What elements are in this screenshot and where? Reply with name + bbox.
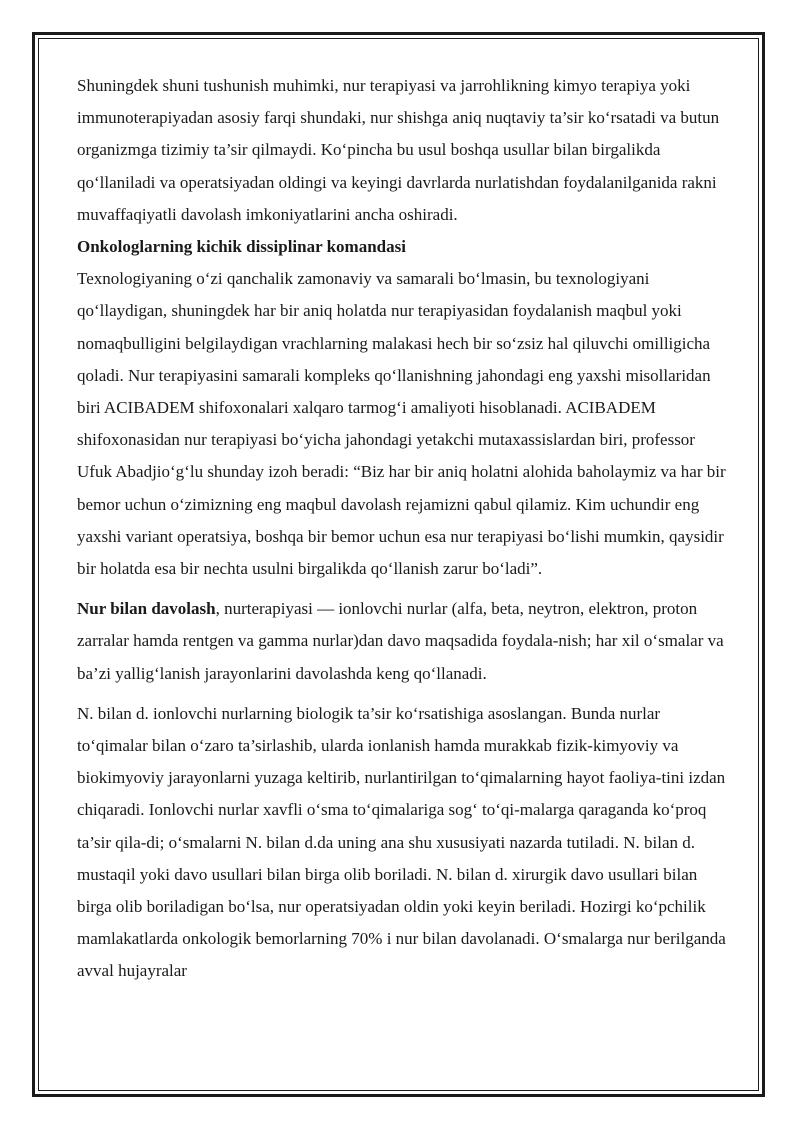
- paragraph-intro: Shuningdek shuni tushunish muhimki, nur terapiyasi va jarrohlikning kimyo terapiya yoki immunoterapiyadan asosiy farqi shundaki, nur shishga aniq nuqtaviy ta’sir ko‘rsatadi va butun organizmga tizimiy ta’sir qilmaydi. Ko‘pincha bu usul boshqa usullar bilan birgalikda qo‘llaniladi va operatsiyadan oldingi va keyingi davrlarda nurlatishdan foydalanilganida rakni muvaffaqiyatli davolash imkoniyatlarini ancha oshiradi.: [77, 76, 720, 224]
- paragraph-team: Texnologiyaning o‘zi qanchalik zamonaviy va samarali bo‘lmasin, bu texnologiyani qo‘llaydigan, shuningdek har bir aniq holatda nur terapiyasidan foydalanish maqbul yoki nomaqbulligini belgilaydigan vrachlarning malakasi hech bir so‘zsiz hal qiluvchi omilligicha qoladi. Nur terapiyasini samarali kompleks qo‘llanishning jahondagi eng yaxshi misollaridan biri ACIBADEM shifoxonalari xalqaro tarmog‘i amaliyoti hisoblanadi. ACIBADEM shifoxonasidan nur terapiyasi bo‘yicha jahondagi yetakchi mutaxassislardan biri, professor Ufuk Abadjio‘g‘lu shunday izoh beradi: “Biz har bir aniq holatni alohida baholaymiz va har bir bemor uchun o‘zimizning eng maqbul davolash rejamizni qabul qilamiz. Kim uchundir eng yaxshi variant operatsiya, boshqa bir bemor uchun esa nur terapiyasi bo‘lishi mumkin, qaysidir bir holatda esa bir nechta usulni birgalikda qo‘llanish zarur bo‘ladi”.: [77, 269, 726, 579]
- section-heading: Onkologlarning kichik dissiplinar komandasi: [77, 237, 406, 257]
- term-bold: Nur bilan davolash: [77, 599, 216, 619]
- paragraph-definition: [77, 593, 729, 690]
- document-body: [77, 70, 729, 988]
- paragraph-mechanism: N. bilan d. ionlovchi nurlarning biologik ta’sir ko‘rsatishiga asoslangan. Bunda nurlar to‘qimalar bilan o‘zaro ta’sirlashib, ularda ionlanish hamda murakkab fizik-kimyoviy va biokimyoviy jarayonlarni yuzaga keltirib, nurlantirilgan to‘qimalarning hayot faoliya-tini izdan chiqaradi. Ionlovchi nurlar xavfli o‘sma to‘qimalariga sog‘ to‘qi-malarga qaraganda ko‘proq ta’sir qila-di; o‘smalarni N. bilan d.da uning ana shu xususiyati nazarda tutiladi. N. bilan d. mustaqil yoki davo usullari bilan birga olib boriladi. N. bilan d. xirurgik davo usullari bilan birga olib boriladigan bo‘lsa, nur operatsiyadan oldin yoki keyin beriladi. Hozirgi ko‘pchilik mamlakatlarda onkologik bemorlarning 70% i nur bilan davolanadi. O‘smalarga nur berilganda avval hujayralar: [77, 703, 726, 981]
- definition-text: , nurterapiyasi — ionlovchi nurlar (alfa, beta, neytron, elektron, proton zarralar hamda rentgen va gamma nurlar)dan davo maqsadida foydala-nish; har xil o‘smalar va ba’zi yallig‘lanish jarayonlarini davolashda keng qo‘llanadi.: [77, 599, 724, 683]
